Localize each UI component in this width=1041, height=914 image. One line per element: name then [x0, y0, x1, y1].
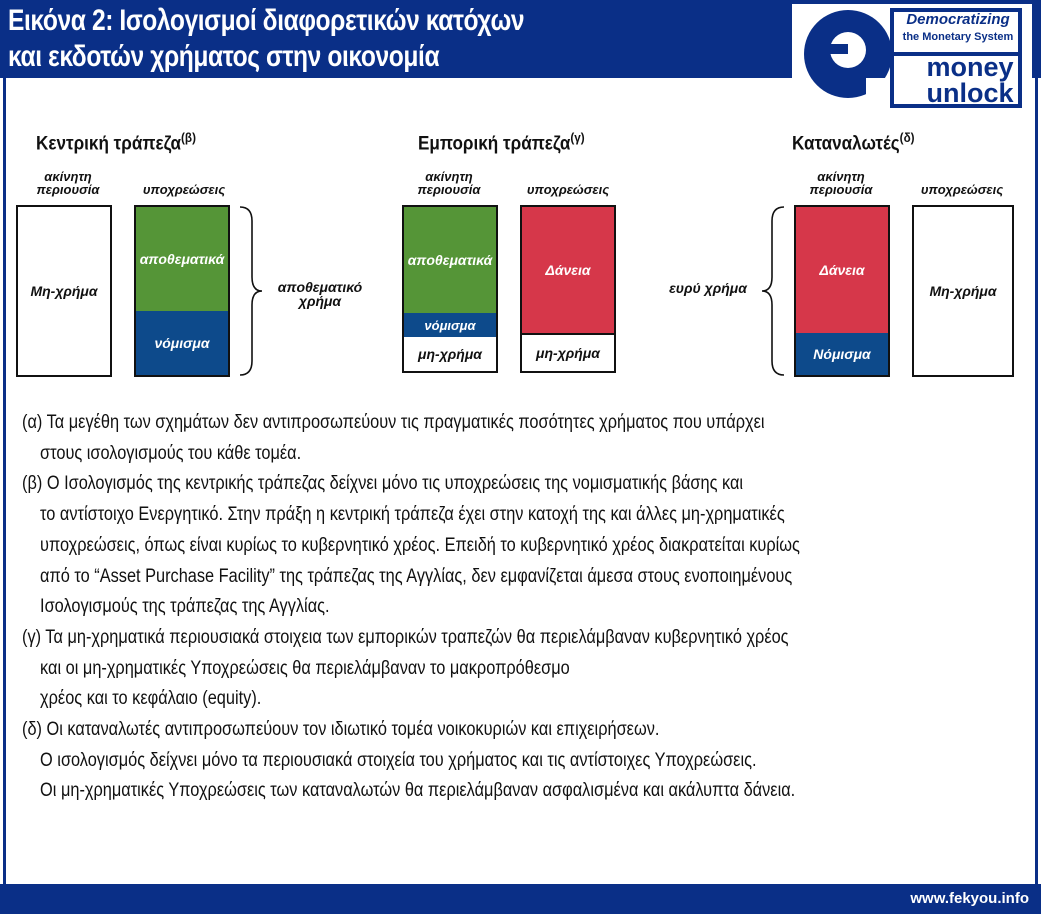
- figure-title-line-2: και εκδοτών χρήματος στην οικονομία: [8, 40, 440, 73]
- note-d-line-1: (δ) Οι καταναλωτές αντιπροσωπεύουν τον ιδιωτικό τομέα νοικοκυριών και επιχειρήσεων.: [22, 719, 660, 741]
- note-b-line-4: από το “Asset Purchase Facility” της τράπεζας της Αγγλίας, δεν εμφανίζεται άμεσα στους ενοποιημένους: [40, 565, 793, 587]
- consumers-title: [792, 130, 915, 155]
- consumers-liabilities-label: υποχρεώσεις: [920, 182, 1004, 197]
- central-bank-non-money: Μη-χρήμα: [30, 283, 98, 299]
- commercial-bank-assets-box: [402, 205, 498, 373]
- note-b-line-5: Ισολογισμούς της τράπεζας της Αγγλίας.: [40, 596, 330, 618]
- central-bank-brace-label: [270, 280, 370, 308]
- central-bank-liabilities-box: [134, 205, 230, 377]
- note-d-line-2: Ο ισολογισμός δείχνει μόνο τα περιουσιακά στοιχεία του χρήματος και τις αντίστοιχες Υποχρεώσεις.: [40, 749, 757, 771]
- central-bank-title-mark: (β): [181, 130, 196, 145]
- logo-word-money: money: [926, 52, 1014, 82]
- central-bank-assets-label: ακίνητη περιουσία: [36, 169, 100, 197]
- central-bank-brace: [236, 205, 266, 377]
- footnotes: [22, 408, 1022, 807]
- brace-label-line-1: αποθεματικό: [277, 279, 363, 295]
- commercial-bank-liabilities-box: [520, 205, 616, 373]
- note-c-line-3: χρέος και το κεφάλαιο (equity).: [40, 688, 262, 710]
- central-bank-title: [36, 130, 196, 155]
- note-b-line-1: (β) Ο Ισολογισμός της κεντρικής τράπεζας δείχνει μόνο τις υποχρεώσεις της νομισματικής βάσης και: [22, 473, 744, 495]
- central-bank-assets-box: [16, 205, 112, 377]
- consumers-non-money: Μη-χρήμα: [929, 283, 997, 299]
- central-bank-reserves: αποθεματικά: [136, 207, 228, 311]
- commercial-bank-loans: Δάνεια: [522, 207, 614, 333]
- central-bank-title-text: Κεντρική τράπεζα: [36, 133, 182, 155]
- note-a-line-2: στους ισολογισμούς του κάθε τομέα.: [40, 442, 302, 464]
- consumers-currency: Νόμισμα: [796, 333, 888, 375]
- commercial-bank-liabilities-label: υποχρεώσεις: [526, 182, 610, 197]
- commercial-bank-non-money-assets: μη-χρήμα: [418, 346, 482, 362]
- note-b-line-3: υποχρεώσεις, όπως είναι κυρίως το κυβερνητικό χρέος. Επειδή το κυβερνητικό χρέος διακρατείται κυρίως: [40, 534, 800, 556]
- central-bank-liabilities-label: υποχρεώσεις: [142, 182, 226, 197]
- central-bank-currency: νόμισμα: [136, 311, 228, 375]
- note-c-line-1: (γ) Τα μη-χρηματικά περιουσιακά στοιχεια των εμπορικών τραπεζών θα περιελάμβαναν κυβερνητικό χρέος: [22, 626, 789, 648]
- consumers-brace: [758, 205, 788, 377]
- note-b-line-2: το αντίστοιχο Ενεργητικό. Στην πράξη η κεντρική τράπεζα έχει στην κατοχή της και άλλες μη-χρηματικές: [40, 504, 785, 526]
- brace-label-line-2: χρήμα: [298, 293, 342, 309]
- consumers-assets-label: ακίνητη περιουσία: [809, 169, 873, 197]
- consumers-title-text: Καταναλωτές: [792, 133, 900, 155]
- commercial-bank-title: [418, 130, 585, 155]
- consumers-title-mark: (δ): [899, 130, 915, 145]
- consumers-brace-label: ευρύ χρήμα: [669, 280, 747, 296]
- note-c-line-2: και οι μη-χρηματικές Υποχρεώσεις θα περιελάμβαναν το μακροπρόθεσμο: [40, 657, 570, 679]
- consumers-assets-box: [794, 205, 890, 377]
- footer-bar: [0, 884, 1041, 914]
- logo-line-2: the Monetary System: [902, 31, 1014, 43]
- commercial-bank-non-money-liabilities: μη-χρήμα: [522, 333, 614, 371]
- commercial-bank-reserves: αποθεματικά: [404, 207, 496, 313]
- note-a-line-1: (α) Τα μεγέθη των σχημάτων δεν αντιπροσωπεύουν τις πραγματικές ποσότητες χρήματος που υπάρχει: [22, 412, 765, 433]
- logo-word-unlock: unlock: [926, 78, 1014, 108]
- logo-line-1: Democratizing: [906, 11, 1010, 28]
- commercial-bank-title-text: Εμπορική τράπεζα: [418, 133, 571, 155]
- commercial-bank-assets-label: ακίνητη περιουσία: [417, 169, 481, 197]
- footer-url: www.fekyou.info: [910, 890, 1029, 907]
- figure-title-line-1: Εικόνα 2: Ισολογισμοί διαφορετικών κατόχων: [8, 4, 525, 37]
- commercial-bank-currency: νόμισμα: [404, 313, 496, 337]
- consumers-loans: Δάνεια: [796, 207, 888, 333]
- note-d-line-3: Οι μη-χρηματικές Υποχρεώσεις των καταναλωτών θα περιελάμβαναν ασφαλισμένα και ακάλυπτα δάνεια.: [40, 780, 796, 802]
- consumers-liabilities-box: [912, 205, 1014, 377]
- commercial-bank-title-mark: (γ): [570, 130, 585, 145]
